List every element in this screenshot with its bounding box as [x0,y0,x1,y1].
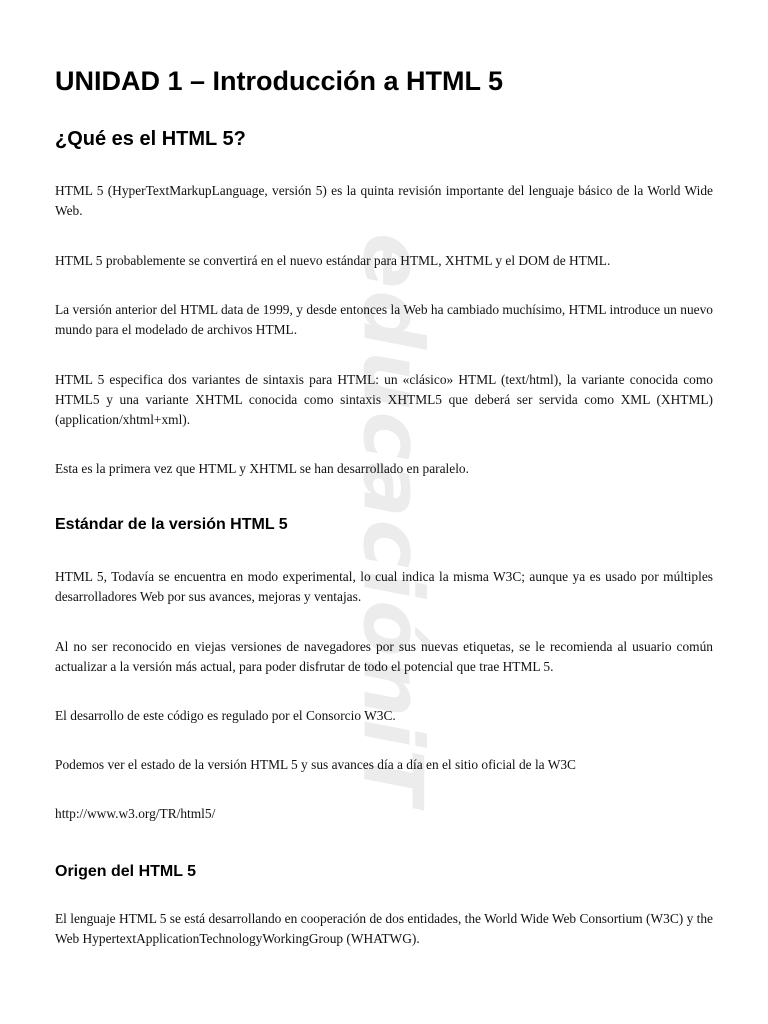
paragraph: HTML 5 especifica dos variantes de sintaxis para HTML: un «clásico» HTML (text/html), la variante conocida como HTML5 y una variante XHTML conocida como sintaxis XHTML5 que deberá ser servida como XML (XHTML) (application/xhtml+xml). [55,372,713,427]
paragraph: El lenguaje HTML 5 se está desarrollando en cooperación de dos entidades, the World Wide Web Consortium (W3C) y the Web HypertextApplicationTechnologyWorkingGroup (WHATWG). [55,911,713,946]
watermark: educacióniT [344,232,440,808]
paragraph: El desarrollo de este código es regulado por el Consorcio W3C. [55,708,396,723]
paragraph: Podemos ver el estado de la versión HTML 5 y sus avances día a día en el sitio oficial de la W3C [55,757,576,772]
paragraph: HTML 5, Todavía se encuentra en modo experimental, lo cual indica la misma W3C; aunque ya es usado por múltiples desarrolladores Web por sus avances, mejoras y ventajas. [55,569,713,604]
page-title: UNIDAD 1 – Introducción a HTML 5 [55,66,504,96]
section-heading-que-es: ¿Qué es el HTML 5? [55,128,246,150]
section-heading-origen: Origen del HTML 5 [55,863,197,880]
paragraph: Esta es la primera vez que HTML y XHTML se han desarrollado en paralelo. [55,461,469,476]
section-heading-estandar: Estándar de la versión HTML 5 [55,516,288,533]
paragraph: HTML 5 probablemente se convertirá en el nuevo estándar para HTML, XHTML y el DOM de HTML. [55,253,611,268]
url-text: http://www.w3.org/TR/html5/ [55,806,216,821]
paragraph: Al no ser reconocido en viejas versiones de navegadores por sus nuevas etiquetas, se le recomienda al usuario común actualizar a la versión más actual, para poder disfrutar de todo el potencial que trae HTML 5. [55,639,713,674]
paragraph: HTML 5 (HyperTextMarkupLanguage, versión 5) es la quinta revisión importante del lenguaje básico de la World Wide Web. [55,183,713,218]
paragraph: La versión anterior del HTML data de 1999, y desde entonces la Web ha cambiado muchísimo, HTML introduce un nuevo mundo para el modelado de archivos HTML. [55,302,713,337]
